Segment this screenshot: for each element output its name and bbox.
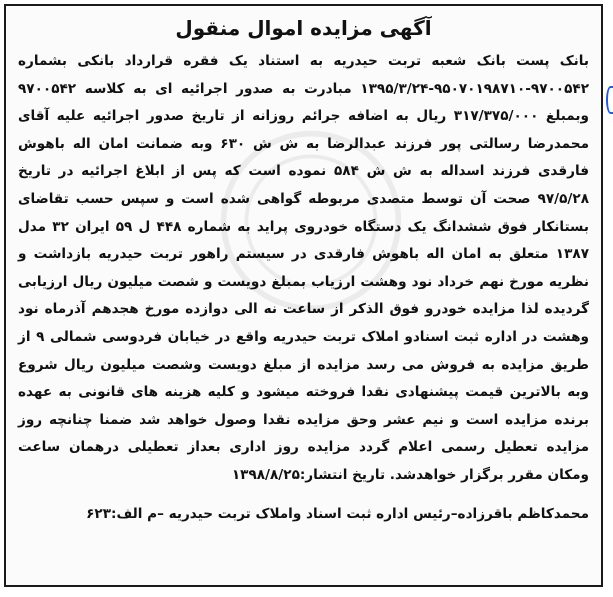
- notice-signature: محمدکاظم باقرزاده–رئیس اداره ثبت اسناد واملاک تربت حیدریه –م الف:۶۲۳: [86, 505, 589, 522]
- notice-body: بانک پست بانک شعبه تربت حیدریه به استناد یک فقره قرارداد بانکی بشماره ۹۷۰۰۵۴۲-۹۵۰۷۰۱۹۸۷۱۰-۱۳۹۵/۳/۲۴ مبادرت به صدور اجرائیه ای به کلاسه ۹۷۰۰۵۴۲ وبمبلغ ۳۱۷/۳۷۵/۰۰۰ ریال به اضافه جرائم روزانه از تاریخ صدور اجرائیه علیه آقای محمدرضا رسالتی پور فرزند عبدالرضا به ش ش ۶۳۰ وبه ضمانت امان اله باهوش فارقدی فرزند اسداله به ش ش ۵۸۴ نموده است که پس از ابلاغ اجرائیه در تاریخ ۹۷/۵/۲۸ صحت آن توسط متصدی مربوطه گواهی شده است و سپس حسب تقاضای بستانکار فوق ششدانگ یک دستگاه خودروی پراید به شماره ۴۴۸ ل ۵۹ ایران ۳۲ مدل ۱۳۸۷ متعلق به امان اله باهوش فارقدی در سیستم راهور تربت حیدریه بازداشت و نظریه مورخ نهم خرداد نود وهشت ارزیاب بمبلغ دویست و شصت میلیون ریال ارزیابی گردیده لذا مزایده خودرو فوق الذکر از ساعت نه الی دوازده مورخ هجدهم آذرماه نود وهشت در اداره ثبت اسنادو املاک تربت حیدریه واقع در خیابان فردوسی شمالی ۹ از طریق مزایده به فروش می رسد مزایده از مبلغ دویست وشصت میلیون ریال شروع وبه بالاترین قیمت پیشنهادی نقدا فروخته میشود و کلیه هزینه های قانونی به عهده برنده مزایده است و نیم عشر وحق مزایده نقدا وصول خواهد شد ضمنا چنانچه روز مزایده تعطیل رسمی اعلام گردد مزایده روز اداری بعداز تعطیلی درهمان ساعت ومکان مقرر برگزار خواهدشد. تاریخ انتشار:۱۳۹۸/۸/۲۵: [18, 53, 590, 483]
- edge-mark-icon: [606, 86, 613, 114]
- auction-notice: [4, 4, 603, 587]
- notice-title: آگهی مزایده اموال منقول: [175, 16, 432, 40]
